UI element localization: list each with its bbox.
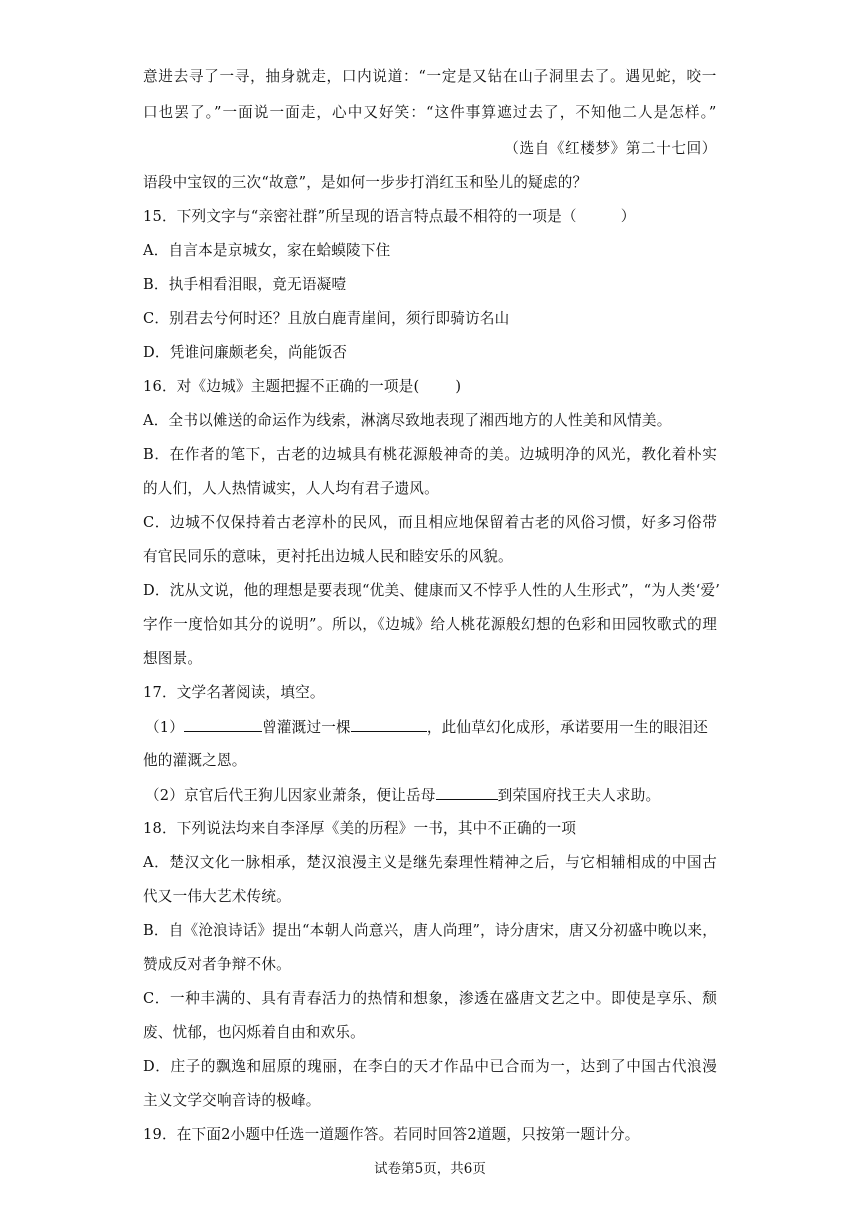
- option-a-cont: 代又一伟大艺术传统。: [143, 888, 291, 905]
- option-d: D．庄子的飘逸和屈原的瑰丽，在李白的天才作品中已合而为一，达到了中国古代浪漫: [143, 1058, 717, 1075]
- option-c-cont: 有官民同乐的意味，更衬托出边城人民和睦安乐的风貌。: [143, 548, 513, 565]
- option-c: C．一种丰满的、具有青春活力的热情和想象，渗透在盛唐文艺之中。即使是享乐、颓: [143, 990, 717, 1007]
- question-15-stem: [143, 206, 717, 228]
- question-stem-text: 15．下列文字与“亲密社群”所呈现的语言特点最不相符的一项是（: [143, 208, 577, 225]
- passage-line: 口也罢了。”一面说一面走，心中又好笑：“这件事算遮过去了，不知他二人是怎样。”: [143, 104, 717, 121]
- option-a: A．楚汉文化一脉相承，楚汉浪漫主义是继先秦理性精神之后，与它相辅相成的中国古: [143, 854, 717, 871]
- question-19-stem: 19．在下面2小题中任选一道题作答。若同时回答2道题，只按第一题计分。: [143, 1126, 640, 1143]
- option-b: B．执手相看泪眼，竟无语凝噎: [143, 276, 347, 293]
- option-b-cont: 赞成反对者争辩不休。: [143, 956, 291, 973]
- option-b-cont: 的人们，人人热情诚实，人人均有君子遗风。: [143, 480, 439, 497]
- page-footer: 试卷第5页，共6页: [374, 1161, 486, 1177]
- fill-blank[interactable]: [184, 716, 262, 732]
- option-d-cont: 字作一度恰如其分的说明”。所以，《边城》给人桃花源般幻想的色彩和田园牧歌式的理: [143, 616, 717, 633]
- option-d-cont: 想图景。: [143, 650, 203, 667]
- question-17-part-1: [145, 716, 717, 739]
- part-number: （1）: [145, 719, 185, 736]
- question-17-part-1-cont: 他的灌溉之恩。: [143, 752, 247, 769]
- option-d: D．凭谁问廉颇老矣，尚能饭否: [143, 344, 348, 361]
- question-18-stem: 18．下列说法均来自李泽厚《美的历程》一书，其中不正确的一项: [143, 820, 577, 837]
- question-stem-text: 16．对《边城》主题把握不正确的一项是(: [143, 378, 420, 395]
- question-stem-close: ): [455, 378, 462, 395]
- part-text: （2）京官后代王狗儿因家业萧条，便让岳母: [145, 787, 436, 804]
- question-17-part-2: [145, 784, 717, 807]
- part-text: ，此仙草幻化成形，承诺要用一生的眼泪还: [426, 719, 708, 736]
- option-b: B．自《沧浪诗话》提出“本朝人尚意兴，唐人尚理”，诗分唐宋，唐又分初盛中晚以来，: [143, 922, 717, 939]
- question-14-prompt: 语段中宝钗的三次“故意”，是如何一步步打消红玉和坠儿的疑虑的？: [143, 174, 588, 191]
- part-text: 曾灌溉过一棵: [262, 719, 351, 736]
- option-a: A．自言本是京城女，家在蛤蟆陵下住: [143, 242, 391, 259]
- fill-blank[interactable]: [436, 784, 498, 800]
- option-c: C．边城不仅保持着古老淳朴的民风，而且相应地保留着古老的风俗习惯，好多习俗带: [143, 514, 717, 531]
- passage-source: （选自《红楼梦》第二十七回）: [504, 140, 717, 157]
- question-17-stem: 17．文学名著阅读，填空。: [143, 684, 325, 701]
- option-a: A．全书以傩送的命运作为线索，淋漓尽致地表现了湘西地方的人性美和风情美。: [143, 412, 672, 429]
- question-16-stem: [143, 376, 717, 398]
- option-c: C．别君去兮何时还？且放白鹿青崖间，须行即骑访名山: [143, 310, 510, 327]
- option-c-cont: 废、忧郁，也闪烁着自由和欢乐。: [143, 1024, 365, 1041]
- passage-line: 意进去寻了一寻，抽身就走，口内说道：“一定是又钻在山子洞里去了。遇见蛇，咬一: [143, 68, 717, 85]
- question-stem-close: ）: [620, 208, 636, 225]
- option-b: B．在作者的笔下，古老的边城具有桃花源般神奇的美。边城明净的风光，教化着朴实: [143, 446, 717, 463]
- part-text: 到荣国府找王夫人求助。: [497, 787, 661, 804]
- option-d: D．沈从文说，他的理想是要表现“优美、健康而又不悖乎人性的人生形式”，“为人类‘爱’: [143, 582, 721, 599]
- fill-blank[interactable]: [351, 716, 427, 732]
- option-d-cont: 主义文学交响音诗的极峰。: [143, 1092, 321, 1109]
